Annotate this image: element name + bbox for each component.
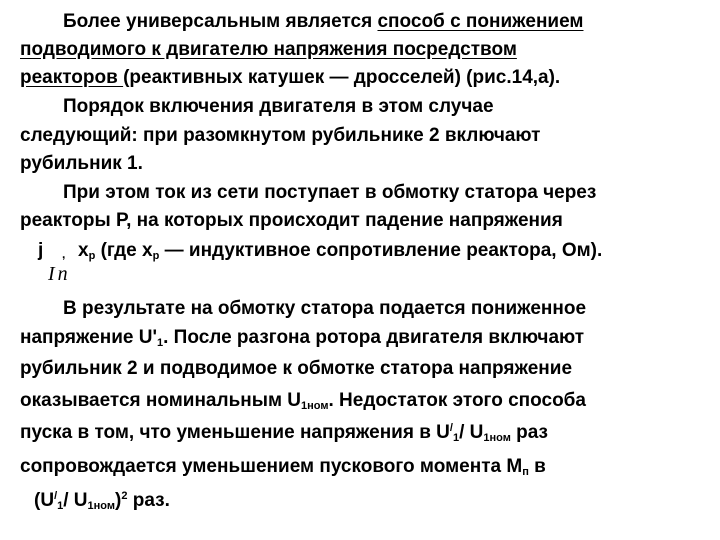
paragraph1-text: Более универсальным является — [63, 11, 378, 32]
paragraph4-text: раз. — [127, 490, 170, 511]
paragraph1-line1 — [63, 10, 583, 34]
subscript: 1 — [157, 337, 164, 349]
paragraph4-line4 — [20, 389, 586, 413]
paragraph4-text: / U — [459, 422, 484, 443]
paragraph2-line3: рубильник 1. — [20, 153, 143, 174]
formula-current-symbol: In — [48, 263, 71, 285]
formula-x: x — [78, 240, 89, 261]
paragraph3-line1: При этом ток из сети поступает в обмотку статора через — [63, 182, 597, 203]
paragraph2-line1: Порядок включения двигателя в этом случае — [63, 96, 494, 117]
formula-x2-subscript: р — [152, 250, 160, 262]
subscript: 1ном — [87, 500, 116, 512]
subscript: 1 — [57, 500, 64, 512]
formula-text — [78, 239, 602, 263]
paragraph1-text: (реактивных катушек — дросселей) (рис.14,а). — [123, 67, 561, 88]
paragraph4-text: (U — [34, 490, 55, 511]
subscript: п — [522, 466, 529, 478]
paragraph4-text: раз — [510, 422, 548, 443]
formula-text2: — индуктивное сопротивление реактора, Ом). — [159, 240, 603, 261]
paragraph1-line2 — [20, 38, 517, 62]
paragraph4-line2 — [20, 326, 584, 350]
paragraph2-line2: следующий: при разомкнутом рубильнике 2 включают — [20, 125, 541, 146]
paragraph4-text: ) — [115, 490, 122, 511]
paragraph3-line2: реакторы Р, на которых происходит падение напряжения — [20, 210, 563, 231]
paragraph4-text: напряжение U' — [20, 327, 157, 348]
paragraph4-line1: В результате на обмотку статора подается пониженное — [63, 298, 587, 319]
paragraph4-text: в — [528, 456, 546, 477]
paragraph4-line3: рубильник 2 и подводимое к обмотке статора напряжение — [20, 358, 573, 379]
paragraph4-text: . После разгона ротора двигателя включают — [163, 327, 585, 348]
superscript: / — [449, 422, 453, 434]
subscript: 1 — [452, 432, 460, 444]
formula-text1: (где x — [95, 240, 153, 261]
paragraph4-text: пуска в том, что уменьшение напряжения в U — [20, 422, 450, 443]
subscript: 1ном — [301, 400, 329, 412]
paragraph4-text: оказывается номинальным U — [20, 390, 302, 411]
paragraph4-line5 — [20, 421, 548, 445]
formula-j: j — [38, 240, 44, 261]
paragraph4-line6 — [20, 455, 546, 479]
formula-comma: , — [62, 247, 66, 261]
paragraph1-line3 — [20, 66, 560, 90]
emphasis-underlined: подводимого к двигателю напряжения посредством — [20, 39, 517, 60]
superscript: 2 — [121, 490, 128, 502]
emphasis-underlined: способ с понижением — [377, 11, 584, 32]
paragraph4-text: сопровождается уменьшением пускового момента М — [20, 456, 523, 477]
emphasis-underlined: реакторов — [20, 67, 124, 88]
paragraph4-text: . Недостаток этого способа — [328, 390, 586, 411]
paragraph4-line7 — [34, 489, 170, 513]
superscript: / — [54, 490, 58, 502]
subscript: 1ном — [483, 432, 511, 444]
formula-x-subscript: р — [88, 250, 96, 262]
paragraph4-text: / U — [63, 490, 88, 511]
